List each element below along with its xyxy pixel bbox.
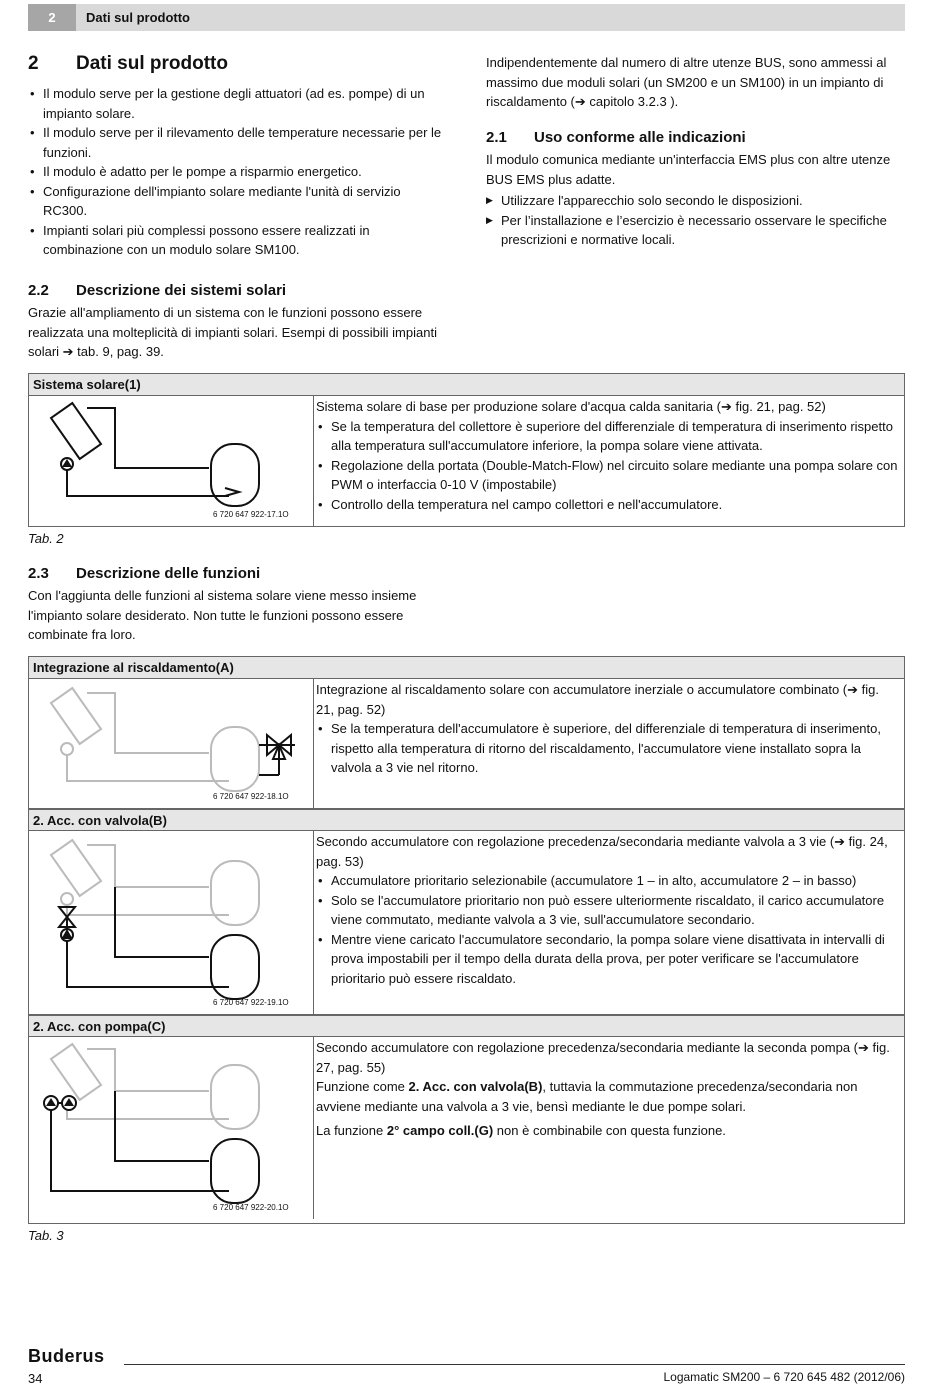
description-cell: [316, 679, 904, 782]
section-title: Descrizione delle funzioni: [76, 565, 261, 582]
text-run: Funzione come: [316, 1079, 409, 1094]
row-intro: Secondo accumulatore con regolazione precedenza/secondaria mediante valvola a 3 vie (➔ fig. 24, pag. 53): [316, 834, 888, 869]
section-2-heading: [28, 52, 228, 76]
function-name: 2° campo coll.(G): [386, 1123, 494, 1138]
table-header: Sistema solare(1): [29, 374, 904, 396]
list-item: • Se la temperatura dell'accumulatore è superiore, del differenziale di temperatura di inserimento, rispetto alla temperatura di ritorno del riscaldamento, l'accumulatore viene installato sopra la valvola a 3 vie nel ritorno.: [316, 719, 900, 778]
table-row: [29, 831, 904, 1015]
table-row: [29, 679, 904, 809]
table-row: [29, 396, 904, 526]
text-run: La funzione: [316, 1123, 387, 1138]
bus-intro: Indipendentemente dal numero di altre utenze BUS, sono ammessi al massimo due moduli solari (un SM200 e un SM100) in un impianto di riscaldamento (➔ capitolo 3.2.3 ).: [486, 55, 887, 109]
section-2-2-text: Grazie all'ampliamento di un sistema con le funzioni possono essere realizzata una molteplicità di impianti solari. Esempi di possibili impianti solari ➔ tab. 9, pag. 39.: [28, 305, 437, 359]
solar-system-diagram: [29, 396, 313, 526]
section-title: Uso conforme alle indicazioni: [534, 129, 746, 146]
diagram-cell: [29, 831, 314, 1014]
description-cell: [316, 396, 904, 518]
figure-code: 6 720 647 922-18.1O: [213, 792, 289, 801]
table-3: [28, 656, 905, 1224]
document-reference: Logamatic SM200 – 6 720 645 482 (2012/06): [663, 1370, 905, 1384]
description-cell: [316, 831, 904, 992]
row-intro: Integrazione al riscaldamento solare con accumulatore inerziale o accumulatore combinato (➔ fig. 21, pag. 52): [316, 682, 879, 717]
description-cell: [316, 1037, 904, 1145]
table-2: [28, 373, 905, 527]
list-item: • Mentre viene caricato l'accumulatore secondario, la pompa solare viene disattivata in intervalli di prova impostabili per il tempo della durata della prova, per poter verificare se l'accumulatore prioritario può essere riscaldato.: [316, 930, 900, 989]
list-item: • Regolazione della portata (Double-Match-Flow) nel circuito solare mediante una pompa solare con PWM o interfaccia 0-10 V (impostabile): [316, 456, 900, 495]
figure-code: 6 720 647 922-17.1O: [213, 510, 289, 519]
figure-code: 6 720 647 922-20.1O: [213, 1203, 289, 1212]
function-name: 2. Acc. con valvola(B): [408, 1079, 543, 1094]
list-item: • Solo se l'accumulatore prioritario non può essere ulteriormente riscaldato, il carico accumulatore viene commutato, mediante valvola a 3 vie, sull'accumulatore secondario.: [316, 891, 900, 930]
section-title: Descrizione dei sistemi solari: [76, 282, 287, 299]
list-item: • Se la temperatura del collettore è superiore del differenziale di temperatura di inserimento rispetto alla temperatura sull'accumulatore inferiore, la pompa solare viene attivata.: [316, 417, 900, 456]
text-run: non è combinabile con questa funzione.: [493, 1123, 726, 1138]
chapter-number: 2: [28, 4, 76, 31]
section-number: 2.3: [28, 565, 49, 582]
diagram-cell: [29, 679, 314, 808]
diagram-cell: [29, 1037, 314, 1219]
diagram-cell: [29, 396, 314, 526]
second-storage-pump-diagram: [29, 1037, 313, 1219]
list-item: • Impianti solari più complessi possono essere realizzati in combinazione con un modulo solare SM100.: [28, 221, 448, 260]
table-header: Integrazione al riscaldamento(A): [29, 657, 904, 679]
list-item: • Controllo della temperatura nel campo collettori e nell'accumulatore.: [316, 495, 900, 515]
list-item: • Il modulo è adatto per le pompe a risparmio energetico.: [28, 162, 448, 182]
list-item: • Il modulo serve per la gestione degli attuatori (ad es. pompe) di un impianto solare.: [28, 84, 448, 123]
table-caption: Tab. 2: [28, 531, 64, 546]
heating-integration-diagram: [29, 679, 313, 809]
step-item: ▶ Per l’installazione e l’esercizio è necessario osservare le specifiche prescrizioni e normative locali.: [486, 211, 904, 250]
paragraph: [316, 1077, 900, 1116]
list-item: • Configurazione dell'impianto solare mediante l'unità di servizio RC300.: [28, 182, 448, 221]
section-2-2-heading: [28, 281, 286, 301]
table-header: 2. Acc. con valvola(B): [29, 809, 904, 831]
section-2-3-text: Con l'aggiunta delle funzioni al sistema solare viene messo insieme l'impianto solare desiderato. Non tutte le funzioni possono essere combinate fra loro.: [28, 588, 417, 642]
list-item: • Il modulo serve per il rilevamento delle temperature necessarie per le funzioni.: [28, 123, 448, 162]
section-2-1-body: [486, 150, 904, 250]
list-item: • Accumulatore prioritario selezionabile (accumulatore 1 – in alto, accumulatore 2 – in basso): [316, 871, 900, 891]
section-number: 2: [28, 53, 39, 74]
table-header: 2. Acc. con pompa(C): [29, 1015, 904, 1037]
paragraph: Il modulo comunica mediante un'interfaccia EMS plus con altre utenze BUS EMS plus adatte.: [486, 152, 891, 187]
section-number: 2.2: [28, 282, 49, 299]
section-2-3-heading: [28, 564, 260, 584]
row-intro: Sistema solare di base per produzione solare d'acqua calda sanitaria (➔ fig. 21, pag. 52): [316, 399, 826, 414]
step-item: ▶ Utilizzare l'apparecchio solo secondo le disposizioni.: [486, 191, 904, 211]
chapter-title: Dati sul prodotto: [86, 10, 190, 25]
second-storage-valve-diagram: [29, 831, 313, 1015]
section-2-bullets: [28, 84, 448, 260]
footer-divider: [124, 1364, 905, 1365]
text-run: , tuttavia la commutazione precedenza/secondaria non avviene mediante una valvola a 3 vie, bensì mediante le due pompe solari.: [316, 1079, 858, 1114]
page-number: 34: [28, 1371, 43, 1386]
table-row: [29, 1037, 904, 1219]
row-intro: Secondo accumulatore con regolazione precedenza/secondaria mediante la seconda pompa (➔ fig. 27, pag. 55): [316, 1040, 890, 1075]
paragraph: [316, 1121, 900, 1141]
section-2-1-heading: [486, 128, 746, 148]
figure-code: 6 720 647 922-19.1O: [213, 998, 289, 1007]
brand-logo: Buderus: [28, 1346, 105, 1366]
section-number: 2.1: [486, 129, 507, 146]
section-title: Dati sul prodotto: [76, 53, 228, 74]
table-caption: Tab. 3: [28, 1228, 64, 1243]
